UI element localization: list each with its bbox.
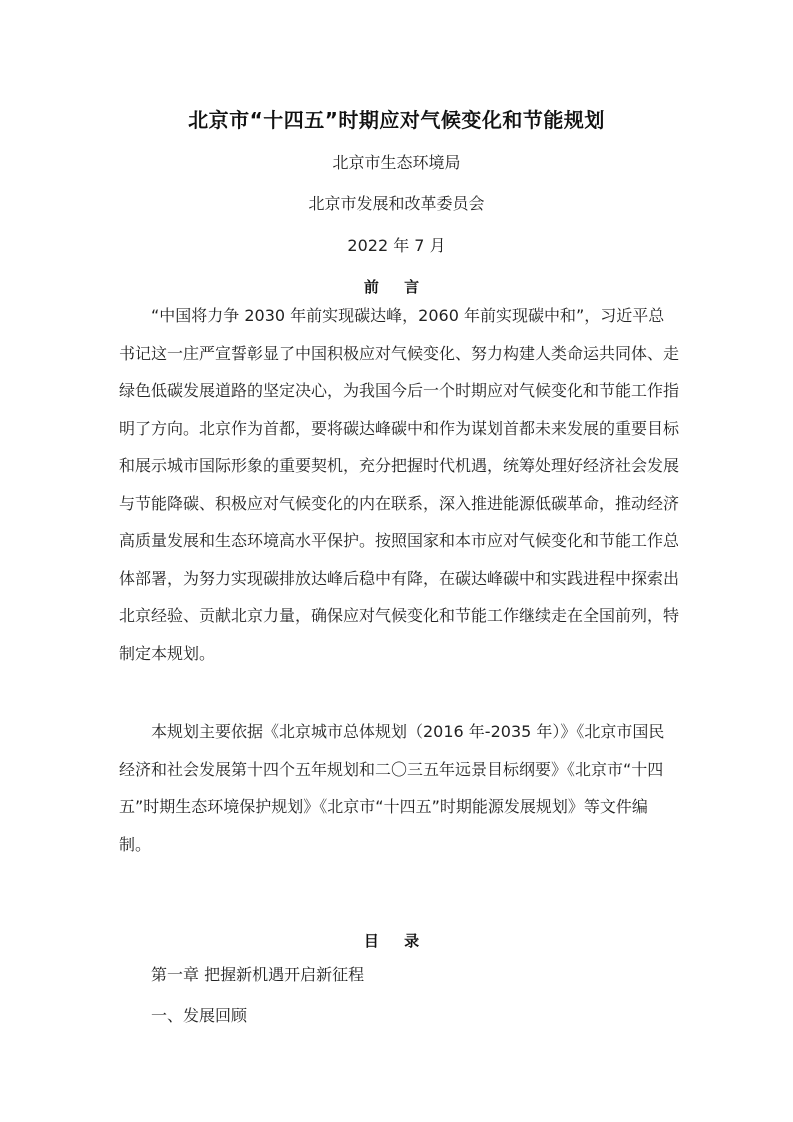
paragraph-line: 五”时期生态环境保护规划》《北京市“十四五”时期能源发展规划》等文件编 xyxy=(119,797,648,816)
paragraph-line: “中国将力争 2030 年前实现碳达峰，2060 年前实现碳中和”，习近平总 xyxy=(151,306,665,325)
paragraph-line: 制定本规划。 xyxy=(119,643,216,663)
toc-section-1[interactable]: 一、发展回顾 xyxy=(151,1006,248,1025)
paragraph-line: 绿色低碳发展道路的坚定决心，为我国今后一个时期应对气候变化和节能工作指 xyxy=(119,381,679,400)
paragraph-line: 经济和社会发展第十四个五年规划和二〇三五年远景目标纲要》《北京市“十四 xyxy=(119,759,664,779)
document-title: 北京市“十四五”时期应对气候变化和节能规划 xyxy=(188,108,605,132)
toc-heading: 目 录 xyxy=(363,932,430,950)
paragraph-line: 北京经验、贡献北京力量，确保应对气候变化和节能工作继续走在全国前列，特 xyxy=(119,606,679,625)
paragraph-line: 书记这一庄严宣誓彰显了中国积极应对气候变化、努力构建人类命运共同体、走 xyxy=(119,343,679,363)
publication-date: 2022 年 7 月 xyxy=(347,236,446,255)
issuer-ecology-bureau: 北京市生态环境局 xyxy=(332,153,461,172)
toc-chapter-1[interactable]: 第一章 把握新机遇开启新征程 xyxy=(151,965,365,984)
preface-paragraph-1 xyxy=(119,297,679,672)
paragraph-line: 与节能降碳、积极应对气候变化的内在联系，深入推进能源低碳革命，推动经济 xyxy=(119,493,679,513)
issuer-development-commission: 北京市发展和改革委员会 xyxy=(308,194,485,213)
paragraph-line: 和展示城市国际形象的重要契机，充分把握时代机遇，统筹处理好经济社会发展 xyxy=(119,456,679,475)
preface-heading: 前 言 xyxy=(363,278,430,296)
paragraph-line: 明了方向。北京作为首都，要将碳达峰碳中和作为谋划首都未来发展的重要目标 xyxy=(119,418,679,438)
paragraph-line: 本规划主要依据《北京城市总体规划（2016 年-2035 年）》《北京市国民 xyxy=(151,722,665,741)
paragraph-line: 高质量发展和生态环境高水平保护。按照国家和本市应对气候变化和节能工作总 xyxy=(119,531,679,550)
paragraph-line: 体部署，为努力实现碳排放达峰后稳中有降，在碳达峰碳中和实践进程中探索出 xyxy=(119,568,679,588)
paragraph-line: 制。 xyxy=(119,834,152,854)
preface-paragraph-2 xyxy=(119,713,679,863)
